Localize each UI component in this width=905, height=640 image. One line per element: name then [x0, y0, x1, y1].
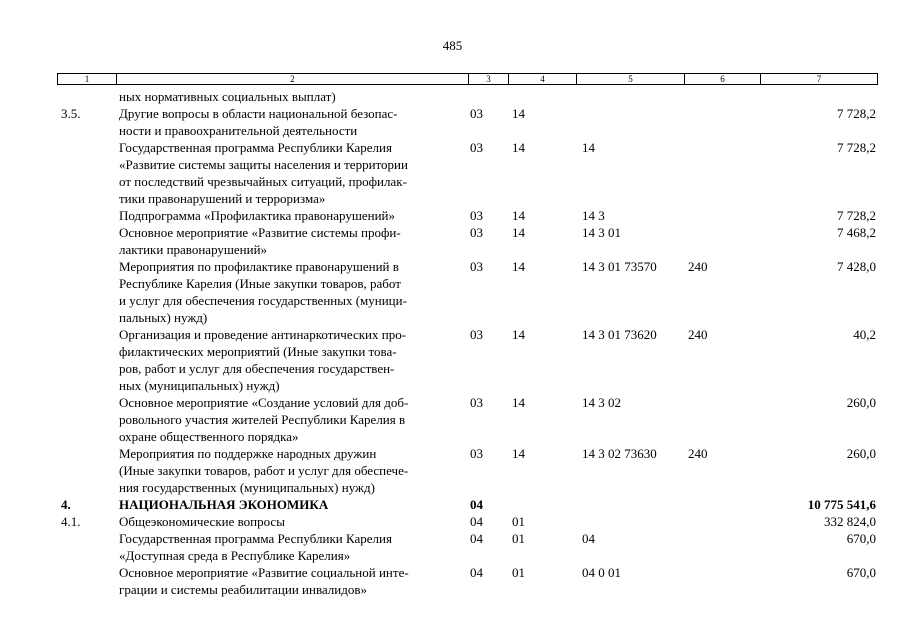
table-row — [57, 394, 878, 411]
row-expense-type — [684, 173, 760, 190]
table-row — [57, 377, 878, 394]
row-section-code — [468, 122, 508, 139]
row-subsection-code — [508, 343, 576, 360]
row-target-article — [576, 428, 684, 445]
row-number — [57, 479, 116, 496]
row-target-article: 14 3 01 73570 — [582, 259, 657, 274]
row-name: ровольного участия жителей Республики Карелия в — [119, 412, 406, 427]
row-subsection-code — [508, 581, 576, 598]
row-section-code: 03 — [470, 259, 483, 274]
row-number — [57, 156, 116, 173]
row-subsection-code — [508, 360, 576, 377]
row-amount — [760, 122, 878, 139]
row-subsection-code — [508, 241, 576, 258]
table-row — [57, 513, 878, 530]
row-name: тики правонарушений и терроризма» — [119, 191, 326, 206]
row-section-code — [468, 343, 508, 360]
row-name: лактики правонарушений» — [119, 242, 268, 257]
row-amount — [760, 581, 878, 598]
table-row — [57, 343, 878, 360]
row-expense-type — [684, 564, 760, 581]
row-expense-type — [684, 241, 760, 258]
row-expense-type — [684, 309, 760, 326]
row-target-article — [576, 190, 684, 207]
row-target-article: 04 0 01 — [582, 565, 621, 580]
row-target-article — [576, 309, 684, 326]
table-row — [57, 88, 878, 105]
row-expense-type — [684, 292, 760, 309]
table-row — [57, 241, 878, 258]
table-row — [57, 275, 878, 292]
row-number — [57, 360, 116, 377]
row-section-code — [468, 377, 508, 394]
row-target-article — [576, 275, 684, 292]
row-target-article — [576, 360, 684, 377]
row-amount — [760, 309, 878, 326]
row-number — [57, 309, 116, 326]
row-target-article — [576, 377, 684, 394]
row-section-code: 03 — [470, 327, 483, 342]
row-number — [57, 530, 116, 547]
header-col-1: 1 — [58, 74, 117, 84]
table-row — [57, 445, 878, 462]
row-number — [57, 173, 116, 190]
row-section-code — [468, 309, 508, 326]
row-subsection-code — [508, 156, 576, 173]
row-expense-type — [684, 581, 760, 598]
row-amount: 670,0 — [846, 565, 876, 580]
row-section-code — [468, 275, 508, 292]
row-expense-type — [684, 343, 760, 360]
row-number — [57, 122, 116, 139]
row-number: 3.5. — [61, 106, 81, 121]
row-name: ных нормативных социальных выплат) — [119, 89, 336, 104]
row-expense-type — [684, 411, 760, 428]
row-target-article: 14 — [582, 140, 595, 155]
row-subsection-code — [508, 88, 576, 105]
row-number — [57, 411, 116, 428]
row-section-code — [468, 88, 508, 105]
row-amount: 7 728,2 — [837, 140, 876, 155]
row-name: от последствий чрезвычайных ситуаций, профилак- — [119, 174, 407, 189]
table-header — [57, 73, 878, 85]
row-subsection-code — [508, 275, 576, 292]
row-section-code — [468, 547, 508, 564]
row-amount — [760, 377, 878, 394]
row-number — [57, 564, 116, 581]
row-expense-type — [684, 275, 760, 292]
row-amount — [760, 190, 878, 207]
row-name: Мероприятия по поддержке народных дружин — [119, 446, 377, 461]
row-amount: 10 775 541,6 — [807, 497, 876, 512]
row-amount: 332 824,0 — [824, 514, 876, 529]
row-subsection-code — [508, 547, 576, 564]
row-subsection-code: 14 — [512, 446, 525, 461]
row-amount: 7 728,2 — [837, 208, 876, 223]
row-name: охране общественного порядка» — [119, 429, 299, 444]
row-number — [57, 190, 116, 207]
row-name: «Развитие системы защиты населения и территории — [119, 157, 408, 172]
row-expense-type — [684, 462, 760, 479]
row-name: НАЦИОНАЛЬНАЯ ЭКОНОМИКА — [119, 497, 329, 512]
header-col-3: 3 — [469, 74, 509, 84]
row-subsection-code — [508, 292, 576, 309]
row-section-code: 03 — [470, 225, 483, 240]
row-section-code — [468, 190, 508, 207]
row-section-code — [468, 156, 508, 173]
row-target-article — [576, 496, 684, 513]
row-amount: 670,0 — [846, 531, 876, 546]
row-amount: 260,0 — [846, 446, 876, 461]
table-row — [57, 309, 878, 326]
row-target-article — [576, 547, 684, 564]
row-section-code: 03 — [470, 395, 483, 410]
table-row — [57, 411, 878, 428]
header-col-7: 7 — [816, 74, 822, 84]
row-amount: 7 468,2 — [837, 225, 876, 240]
table-row — [57, 207, 878, 224]
table-row — [57, 224, 878, 241]
row-subsection-code — [508, 479, 576, 496]
row-expense-type — [684, 547, 760, 564]
table-row — [57, 139, 878, 156]
row-target-article — [576, 156, 684, 173]
table-row — [57, 122, 878, 139]
header-col-2: 2 — [117, 74, 469, 84]
row-subsection-code: 14 — [512, 225, 525, 240]
row-subsection-code — [508, 309, 576, 326]
row-section-code: 03 — [470, 106, 483, 121]
row-amount: 40,2 — [853, 327, 876, 342]
row-amount — [760, 360, 878, 377]
table-row — [57, 479, 878, 496]
row-name: ния государственных (муниципальных) нужд) — [119, 480, 375, 495]
table-row — [57, 564, 878, 581]
row-subsection-code: 01 — [512, 531, 525, 546]
table-row — [57, 105, 878, 122]
row-expense-type — [684, 377, 760, 394]
row-target-article — [576, 88, 684, 105]
row-name: ности и правоохранительной деятельности — [119, 123, 358, 138]
table-row — [57, 292, 878, 309]
row-expense-type — [684, 207, 760, 224]
row-expense-type — [684, 360, 760, 377]
row-section-code — [468, 411, 508, 428]
row-subsection-code — [508, 496, 576, 513]
row-expense-type — [684, 496, 760, 513]
row-section-code — [468, 241, 508, 258]
row-expense-type: 240 — [688, 327, 708, 342]
row-expense-type — [684, 139, 760, 156]
row-subsection-code — [508, 462, 576, 479]
row-subsection-code: 01 — [512, 565, 525, 580]
row-expense-type — [684, 122, 760, 139]
row-section-code — [468, 428, 508, 445]
header-col-6: 6 — [685, 74, 761, 84]
row-subsection-code — [508, 411, 576, 428]
row-amount: 260,0 — [846, 395, 876, 410]
row-section-code: 04 — [470, 531, 483, 546]
table-row — [57, 258, 878, 275]
row-name: ных (муниципальных) нужд) — [119, 378, 280, 393]
row-number — [57, 292, 116, 309]
row-amount — [760, 479, 878, 496]
row-number — [57, 343, 116, 360]
row-number — [57, 275, 116, 292]
row-subsection-code: 14 — [512, 208, 525, 223]
row-section-code: 04 — [470, 497, 483, 512]
row-subsection-code — [508, 190, 576, 207]
row-target-article — [576, 462, 684, 479]
row-number — [57, 139, 116, 156]
row-expense-type — [684, 394, 760, 411]
row-number — [57, 224, 116, 241]
row-subsection-code: 14 — [512, 140, 525, 155]
row-target-article — [576, 479, 684, 496]
row-name: пальных) нужд) — [119, 310, 208, 325]
row-name: Государственная программа Республики Карелия — [119, 140, 392, 155]
row-target-article: 04 — [582, 531, 595, 546]
row-target-article — [576, 292, 684, 309]
row-expense-type — [684, 513, 760, 530]
table-row — [57, 462, 878, 479]
row-section-code: 04 — [470, 565, 483, 580]
row-target-article — [576, 581, 684, 598]
row-target-article: 14 3 01 — [582, 225, 621, 240]
row-amount — [760, 411, 878, 428]
row-number — [57, 207, 116, 224]
row-section-code: 03 — [470, 446, 483, 461]
row-subsection-code — [508, 173, 576, 190]
table-row — [57, 496, 878, 513]
row-target-article — [576, 343, 684, 360]
row-expense-type — [684, 190, 760, 207]
row-number — [57, 88, 116, 105]
row-section-code — [468, 479, 508, 496]
row-section-code — [468, 581, 508, 598]
row-section-code — [468, 173, 508, 190]
row-expense-type: 240 — [688, 446, 708, 461]
row-number: 4. — [61, 497, 71, 512]
row-number — [57, 581, 116, 598]
header-col-5: 5 — [577, 74, 685, 84]
row-section-code — [468, 462, 508, 479]
row-name: и услуг для обеспечения государственных (муници- — [119, 293, 407, 308]
row-amount — [760, 241, 878, 258]
row-subsection-code: 14 — [512, 259, 525, 274]
table-row — [57, 156, 878, 173]
row-expense-type — [684, 428, 760, 445]
row-subsection-code: 14 — [512, 106, 525, 121]
row-subsection-code: 14 — [512, 327, 525, 342]
row-number — [57, 377, 116, 394]
row-subsection-code — [508, 428, 576, 445]
table-row — [57, 326, 878, 343]
row-name: Общеэкономические вопросы — [119, 514, 285, 529]
table-row — [57, 581, 878, 598]
row-amount — [760, 275, 878, 292]
row-name: Основное мероприятие «Развитие системы профи- — [119, 225, 401, 240]
table-row — [57, 190, 878, 207]
row-name: Другие вопросы в области национальной безопас- — [119, 106, 398, 121]
row-name: Основное мероприятие «Развитие социальной инте- — [119, 565, 409, 580]
table-row — [57, 547, 878, 564]
row-number — [57, 428, 116, 445]
row-amount — [760, 343, 878, 360]
row-subsection-code — [508, 122, 576, 139]
row-name: Государственная программа Республики Карелия — [119, 531, 392, 546]
row-amount — [760, 156, 878, 173]
row-target-article: 14 3 — [582, 208, 605, 223]
table-row — [57, 428, 878, 445]
row-amount: 7 428,0 — [837, 259, 876, 274]
row-name: Мероприятия по профилактике правонарушений в — [119, 259, 399, 274]
row-amount — [760, 292, 878, 309]
row-section-code — [468, 292, 508, 309]
row-amount — [760, 462, 878, 479]
header-col-4: 4 — [509, 74, 577, 84]
row-number — [57, 326, 116, 343]
row-amount — [760, 428, 878, 445]
row-amount — [760, 547, 878, 564]
row-name: «Доступная среда в Республике Карелия» — [119, 548, 351, 563]
row-target-article: 14 3 02 — [582, 395, 621, 410]
row-number — [57, 547, 116, 564]
row-name: грации и системы реабилитации инвалидов» — [119, 582, 367, 597]
row-section-code: 03 — [470, 208, 483, 223]
row-expense-type — [684, 530, 760, 547]
row-name: ров, работ и услуг для обеспечения государствен- — [119, 361, 395, 376]
row-expense-type — [684, 88, 760, 105]
table-row — [57, 360, 878, 377]
page-number: 485 — [442, 38, 463, 53]
row-target-article: 14 3 02 73630 — [582, 446, 657, 461]
row-name: Организация и проведение антинаркотических про- — [119, 327, 407, 342]
row-number — [57, 394, 116, 411]
row-target-article — [576, 105, 684, 122]
row-expense-type — [684, 105, 760, 122]
row-name: Республике Карелия (Иные закупки товаров, работ — [119, 276, 401, 291]
row-name: филактических мероприятий (Иные закупки това- — [119, 344, 397, 359]
table-row — [57, 530, 878, 547]
row-subsection-code: 14 — [512, 395, 525, 410]
row-number: 4.1. — [61, 514, 81, 529]
row-name: Подпрограмма «Профилактика правонарушений» — [119, 208, 396, 223]
row-section-code: 04 — [470, 514, 483, 529]
row-number — [57, 258, 116, 275]
row-section-code: 03 — [470, 140, 483, 155]
row-target-article — [576, 513, 684, 530]
row-subsection-code: 01 — [512, 514, 525, 529]
row-section-code — [468, 360, 508, 377]
row-number — [57, 462, 116, 479]
row-name: Основное мероприятие «Создание условий для доб- — [119, 395, 409, 410]
row-amount: 7 728,2 — [837, 106, 876, 121]
row-target-article — [576, 173, 684, 190]
row-expense-type — [684, 156, 760, 173]
row-amount — [760, 173, 878, 190]
table-body — [57, 88, 878, 598]
row-expense-type — [684, 224, 760, 241]
row-subsection-code — [508, 377, 576, 394]
row-number — [57, 241, 116, 258]
table-row — [57, 173, 878, 190]
row-target-article — [576, 122, 684, 139]
row-target-article — [576, 241, 684, 258]
row-name: (Иные закупки товаров, работ и услуг для обеспече- — [119, 463, 409, 478]
row-number — [57, 445, 116, 462]
row-expense-type: 240 — [688, 259, 708, 274]
row-expense-type — [684, 479, 760, 496]
row-target-article: 14 3 01 73620 — [582, 327, 657, 342]
row-amount — [760, 88, 878, 105]
row-target-article — [576, 411, 684, 428]
